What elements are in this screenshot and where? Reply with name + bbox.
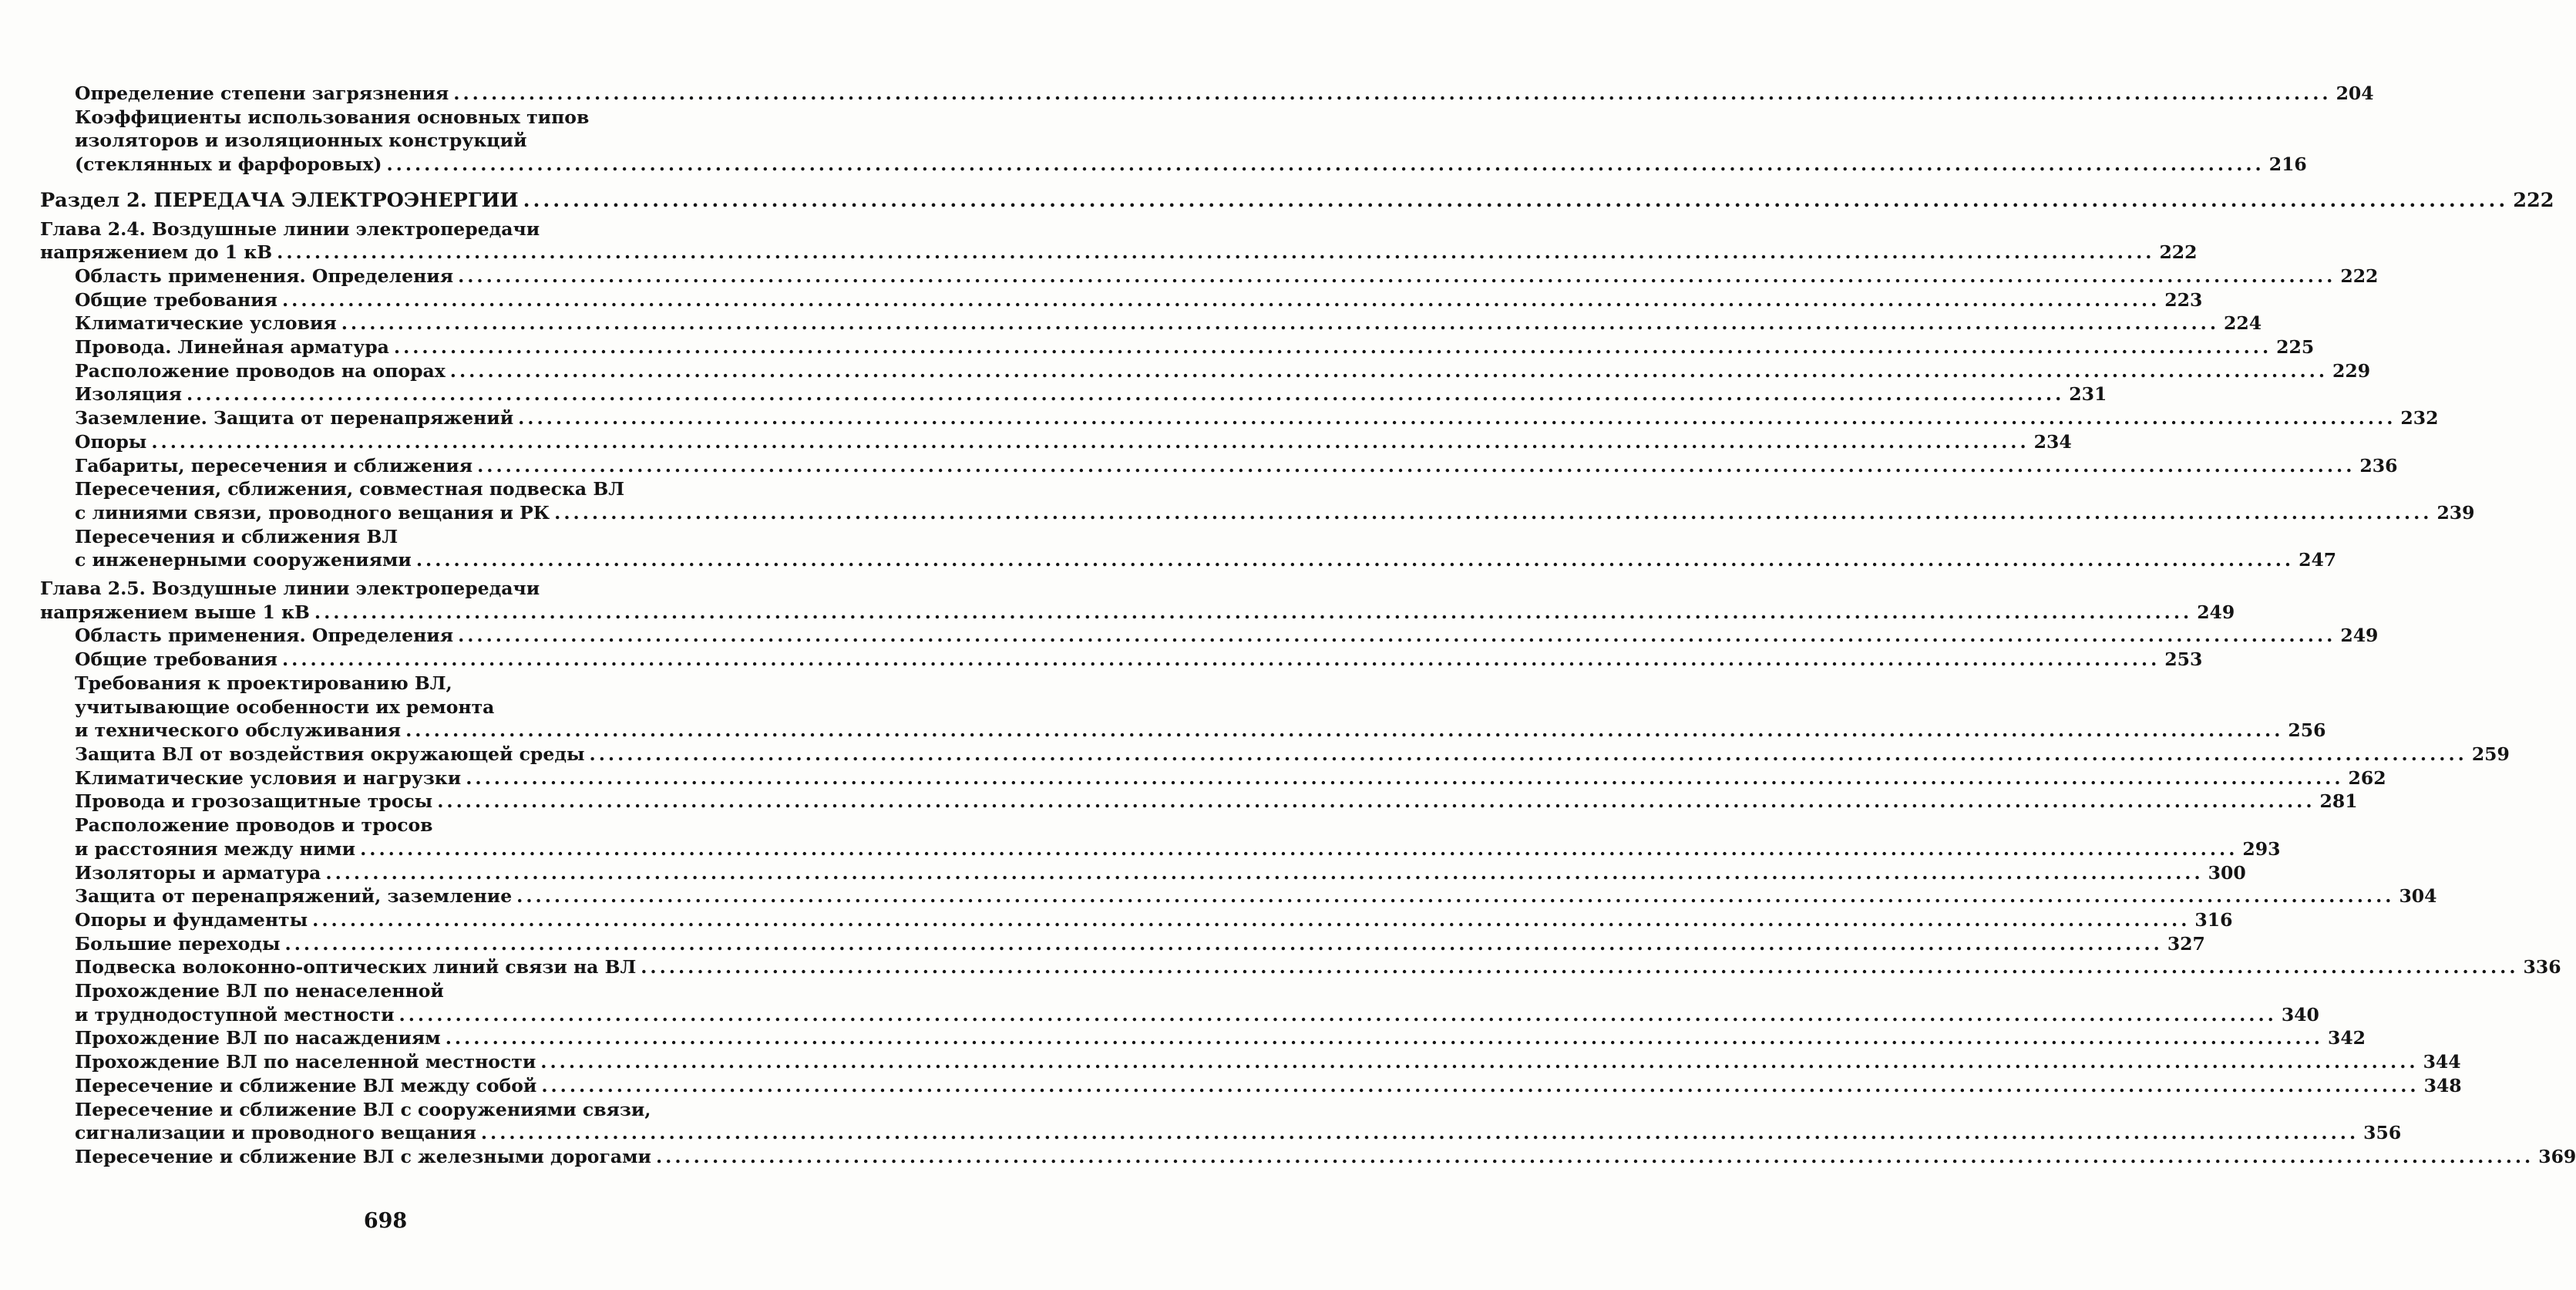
entry-page: 229 (2332, 359, 2371, 382)
chapter-title-line: Глава 2.4. Воздушные линии электропередачи (40, 217, 540, 240)
entry-page: 222 (2340, 264, 2379, 287)
section-page: 222 (2513, 188, 2554, 212)
leader-dots: ........................................................................................................................................................................................................ (516, 885, 2395, 908)
leader-dots: ........................................................................................................................................................................................................ (186, 383, 2065, 406)
entry-page: 304 (2399, 885, 2437, 908)
leader-dots: ........................................................................................................................................................................................................ (540, 1051, 2419, 1073)
toc-entry (40, 264, 2379, 288)
section-title: Раздел 2. ПЕРЕДАЧА ЭЛЕКТРОЭНЕРГИИ (40, 188, 519, 212)
entry-title: Пересечение и сближение ВЛ с железными дорогами (75, 1145, 651, 1167)
entry-page: 249 (2340, 625, 2379, 647)
entry-title-line: Требования к проектированию ВЛ, (75, 672, 452, 694)
toc-entry (40, 1121, 2402, 1145)
entry-title-line: Пересечения, сближения, совместная подвеска ВЛ (75, 478, 624, 500)
toc-entry (40, 766, 2386, 790)
leader-dots: ........................................................................................................................................................................................................ (541, 1074, 2420, 1096)
leader-dots: ........................................................................................................................................................................................................ (415, 549, 2295, 571)
chapter-title: напряжением до 1 кВ (40, 241, 273, 264)
entry-title: Опоры и фундаменты (75, 908, 308, 931)
entry-title-line: Расположение проводов и тросов (75, 814, 433, 837)
leader-dots: ........................................................................................................................................................................................................ (312, 908, 2191, 931)
toc-entry (40, 932, 2205, 956)
entry-page: 369 (2538, 1145, 2576, 1167)
entry-title: Область применения. Определения (75, 264, 454, 287)
table-of-contents (40, 82, 2576, 1169)
entry-title: Определение степени загрязнения (75, 83, 449, 104)
chapter-entries (40, 264, 2475, 572)
leader-dots: ........................................................................................................................................................................................................ (386, 153, 2265, 176)
entry-title: Общие требования (75, 648, 277, 671)
entry-title: Провода и грозозащитные тросы (75, 790, 433, 813)
entry-title: и труднодоступной местности (75, 1003, 395, 1026)
leader-dots: ........................................................................................................................................................................................................ (360, 837, 2238, 860)
toc-entry (40, 955, 2561, 979)
entry-title: с линиями связи, проводного вещания и РК (75, 501, 550, 524)
entry-title: Климатические условия и нагрузки (75, 766, 462, 789)
entry-title: (стеклянных и фарфоровых) (75, 153, 382, 176)
leader-dots: ........................................................................................................................................................................................................ (341, 312, 2219, 335)
entry-title-line: Пересечения и сближения ВЛ (75, 525, 399, 547)
leader-dots: ........................................................................................................................................................................................................ (281, 288, 2161, 311)
leader-dots: ........................................................................................................................................................................................................ (458, 625, 2336, 647)
chapter-entries (40, 624, 2576, 1168)
toc-entry (40, 382, 2107, 406)
entry-title: Область применения. Определения (75, 625, 454, 647)
entry-page: 231 (2069, 383, 2107, 406)
toc-entry (40, 1145, 2576, 1169)
leader-dots: ........................................................................................................................................................................................................ (281, 648, 2161, 671)
entry-page: 327 (2167, 932, 2205, 955)
toc-entry (40, 624, 2379, 648)
toc-entry (40, 548, 2337, 572)
entry-page: 232 (2400, 407, 2439, 429)
entry-title: Подвеска волоконно-оптических линий связи на ВЛ (75, 956, 637, 978)
entry-page: 256 (2288, 719, 2326, 742)
leader-dots: ........................................................................................................................................................................................................ (466, 766, 2344, 789)
entry-title: и расстояния между ними (75, 837, 356, 860)
entry-page: 262 (2348, 766, 2386, 789)
entry-title: и технического обслуживания (75, 719, 402, 742)
entry-page: 293 (2242, 837, 2281, 860)
entry-title: Общие требования (75, 288, 277, 311)
toc-entry (40, 837, 2281, 861)
toc-entry (40, 359, 2371, 383)
entry-page: 204 (2336, 83, 2374, 104)
entry-title: Пересечение и сближение ВЛ между собой (75, 1074, 537, 1096)
entry-title-line: Прохождение ВЛ по ненаселенной (75, 980, 444, 1002)
entry-title-line: Пересечение и сближение ВЛ с сооружениями связи, (75, 1098, 651, 1120)
leader-dots: ........................................................................................................................................................................................................ (458, 264, 2336, 287)
entry-page: 259 (2471, 743, 2510, 765)
chapter-title-line: Глава 2.5. Воздушные линии электропередачи (40, 578, 540, 600)
leader-dots: ........................................................................................................................................................................................................ (399, 1003, 2277, 1026)
entry-page: 336 (2523, 956, 2561, 978)
entry-page: 342 (2327, 1027, 2366, 1049)
entry-title: Опоры (75, 430, 147, 453)
toc-entry (40, 430, 2072, 454)
toc-entry (40, 454, 2398, 478)
entry-title: с инженерными сооружениями (75, 549, 412, 571)
leader-dots: ........................................................................................................................................................................................................ (314, 601, 2193, 623)
chapter-title: напряжением выше 1 кВ (40, 601, 310, 623)
entry-page: 234 (2033, 430, 2072, 453)
entry-title: Изоляция (75, 383, 182, 406)
leader-dots: ........................................................................................................................................................................................................ (284, 932, 2163, 955)
entry-page: 247 (2299, 549, 2337, 571)
chapter-heading (40, 241, 2198, 264)
leader-dots: ........................................................................................................................................................................................................ (405, 719, 2284, 742)
entry-title: Большие переходы (75, 932, 281, 955)
toc-entry (40, 153, 2307, 177)
entry-page: 253 (2164, 648, 2203, 671)
chapter-heading (40, 601, 2235, 625)
toc-entry (40, 82, 2374, 106)
page-number: 698 (363, 1209, 408, 1233)
chapter-page: 249 (2197, 601, 2235, 623)
entry-page: 344 (2423, 1051, 2461, 1073)
leader-dots: ........................................................................................................................................................................................................ (449, 359, 2329, 382)
leader-dots: ........................................................................................................................................................................................................ (445, 1027, 2323, 1049)
leader-dots: ........................................................................................................................................................................................................ (523, 188, 2509, 212)
entry-page: 300 (2208, 861, 2246, 884)
leader-dots: ........................................................................................................................................................................................................ (655, 1145, 2534, 1167)
leader-dots: ........................................................................................................................................................................................................ (453, 83, 2332, 104)
toc-entry (40, 1003, 2319, 1027)
leader-dots: ........................................................................................................................................................................................................ (325, 861, 2204, 884)
leader-dots: ........................................................................................................................................................................................................ (480, 1122, 2359, 1144)
entry-page: 224 (2224, 312, 2262, 335)
chapter-page: 222 (2159, 241, 2198, 264)
toc-entry (40, 1026, 2366, 1050)
entry-page: 239 (2436, 501, 2475, 524)
toc-entry (40, 335, 2315, 359)
toc-entry (40, 1074, 2462, 1098)
entry-title: Заземление. Защита от перенапряжений (75, 407, 514, 429)
leader-dots: ........................................................................................................................................................................................................ (151, 430, 2030, 453)
leader-dots: ........................................................................................................................................................................................................ (477, 454, 2356, 477)
entry-title: Защита от перенапряжений, заземление (75, 885, 513, 908)
entry-title: Габариты, пересечения и сближения (75, 454, 473, 477)
entry-title-line: изоляторов и изоляционных конструкций (75, 130, 527, 152)
toc-entry (40, 501, 2475, 525)
toc-entry (40, 1050, 2461, 1074)
leader-dots: ........................................................................................................................................................................................................ (641, 956, 2519, 978)
toc-entry (40, 312, 2262, 335)
toc-entry (40, 884, 2437, 908)
entry-title: Защита ВЛ от воздействия окружающей среды (75, 743, 585, 765)
entry-title-line: учитывающие особенности их ремонта (75, 696, 495, 718)
entry-page: 236 (2359, 454, 2398, 477)
entry-title: Климатические условия (75, 312, 337, 335)
leader-dots: ........................................................................................................................................................................................................ (518, 407, 2396, 429)
entry-title: Прохождение ВЛ по населенной местности (75, 1051, 536, 1073)
leader-dots: ........................................................................................................................................................................................................ (554, 501, 2433, 524)
toc-entry (40, 908, 2233, 932)
entry-page: 340 (2281, 1003, 2319, 1026)
leader-dots: ........................................................................................................................................................................................................ (393, 336, 2272, 359)
toc-entry (40, 861, 2246, 885)
toc-entry (40, 648, 2203, 672)
entry-page: 281 (2319, 790, 2358, 813)
section-heading (40, 188, 2554, 213)
entry-page: 356 (2363, 1122, 2402, 1144)
entry-title: Провода. Линейная арматура (75, 336, 389, 359)
entry-page: 225 (2276, 336, 2315, 359)
toc-entry (40, 719, 2326, 743)
entry-title: Изоляторы и арматура (75, 861, 321, 884)
entry-title: Прохождение ВЛ по насаждениям (75, 1027, 441, 1049)
toc-entry (40, 743, 2510, 766)
toc-entry (40, 790, 2358, 813)
toc-entry (40, 406, 2439, 430)
entry-title: Расположение проводов на опорах (75, 359, 446, 382)
leader-dots: ........................................................................................................................................................................................................ (277, 241, 2155, 264)
entry-page: 223 (2164, 288, 2203, 311)
leader-dots: ........................................................................................................................................................................................................ (589, 743, 2467, 765)
toc-entry (40, 288, 2203, 312)
entry-page: 316 (2194, 908, 2233, 931)
entry-page: 216 (2268, 153, 2307, 176)
entry-page: 348 (2423, 1074, 2462, 1096)
leader-dots: ........................................................................................................................................................................................................ (437, 790, 2315, 813)
entry-title: сигнализации и проводного вещания (75, 1122, 476, 1144)
entry-title-line: Коэффициенты использования основных типов (75, 106, 590, 128)
